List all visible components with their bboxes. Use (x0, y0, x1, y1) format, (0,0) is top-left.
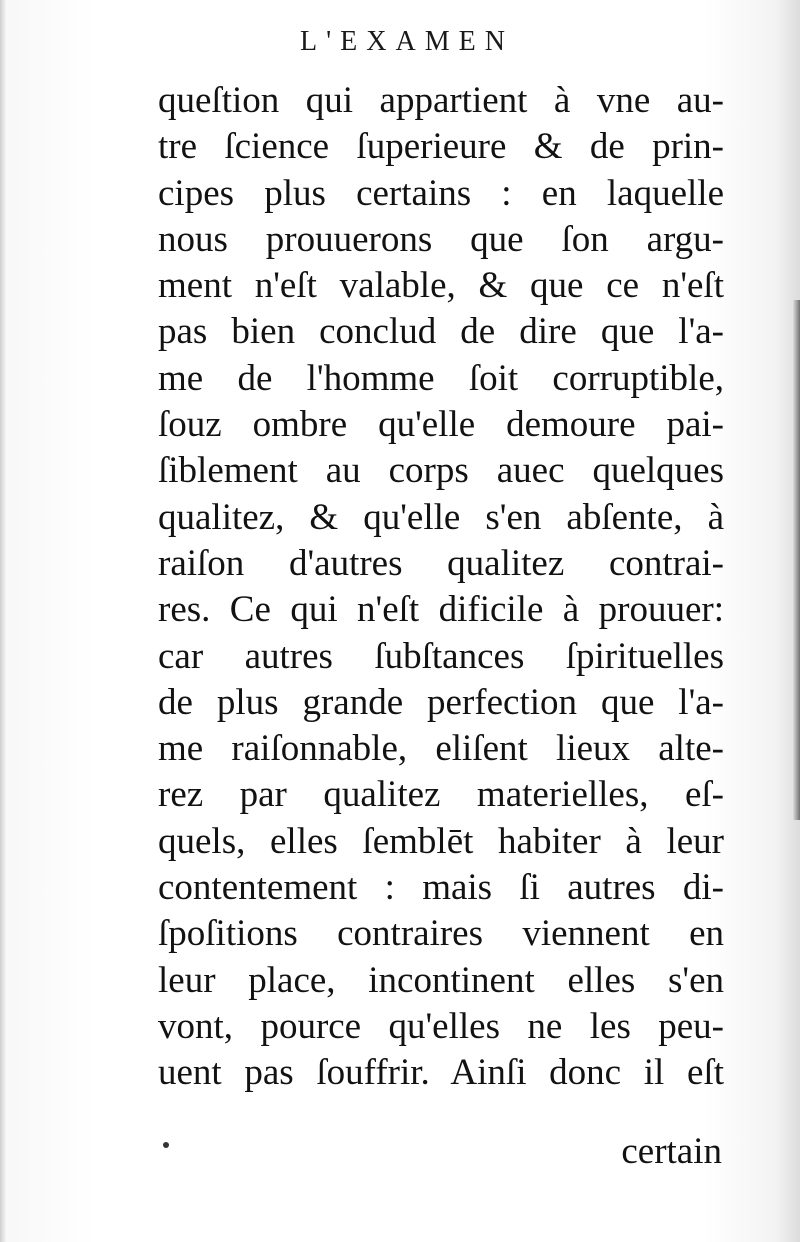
text-line: me raiſonnable, eliſent lieux alte- (158, 728, 724, 770)
text-line: ſiblement au corps auec quelques (158, 450, 724, 492)
text-line: car autres ſubſtances ſpirituelles (158, 635, 724, 677)
text-line: ſpoſitions contraires viennent en (158, 913, 724, 955)
catchword: certain (621, 1131, 722, 1172)
text-line: ment n'eſt valable, & que ce n'eſt (158, 265, 724, 307)
text-line: leur place, incontinent elles s'en (158, 959, 724, 1001)
text-line: nous prouuerons que ſon argu- (158, 218, 724, 260)
text-line: quels, elles ſemblēt habiter à leur (158, 820, 724, 862)
text-line: ſouz ombre qu'elle demoure pai- (158, 404, 724, 446)
text-line: vont, pource qu'elles ne les peu- (158, 1005, 724, 1047)
text-line: qualitez, & qu'elle s'en abſente, à (158, 496, 724, 538)
text-line: pas bien conclud de dire que l'a- (158, 311, 724, 353)
text-line: me de l'homme ſoit corruptible, (158, 357, 724, 399)
text-line: de plus grande perfection que l'a- (158, 681, 724, 723)
text-line: contentement : mais ſi autres di- (158, 867, 724, 909)
text-line: queſtion qui appartient à vne au- (158, 80, 724, 121)
text-line: res. Ce qui n'eſt dificile à prouuer: (158, 589, 724, 631)
text-line: raiſon d'autres qualitez contrai- (158, 542, 724, 584)
text-line: rez par qualitez materielles, eſ- (158, 774, 724, 816)
printer-mark (163, 1142, 169, 1148)
page-gutter-shadow (0, 0, 6, 1242)
text-line: cipes plus certains : en laquelle (158, 172, 724, 214)
text-line: tre ſcience ſuperieure & de prin- (158, 126, 724, 168)
running-title: L'EXAMEN (300, 26, 514, 57)
text-block (158, 78, 724, 1097)
page-edge-shadow (792, 300, 800, 820)
text-line: uent pas ſouffrir. Ainſi donc il eſt (158, 1052, 724, 1094)
